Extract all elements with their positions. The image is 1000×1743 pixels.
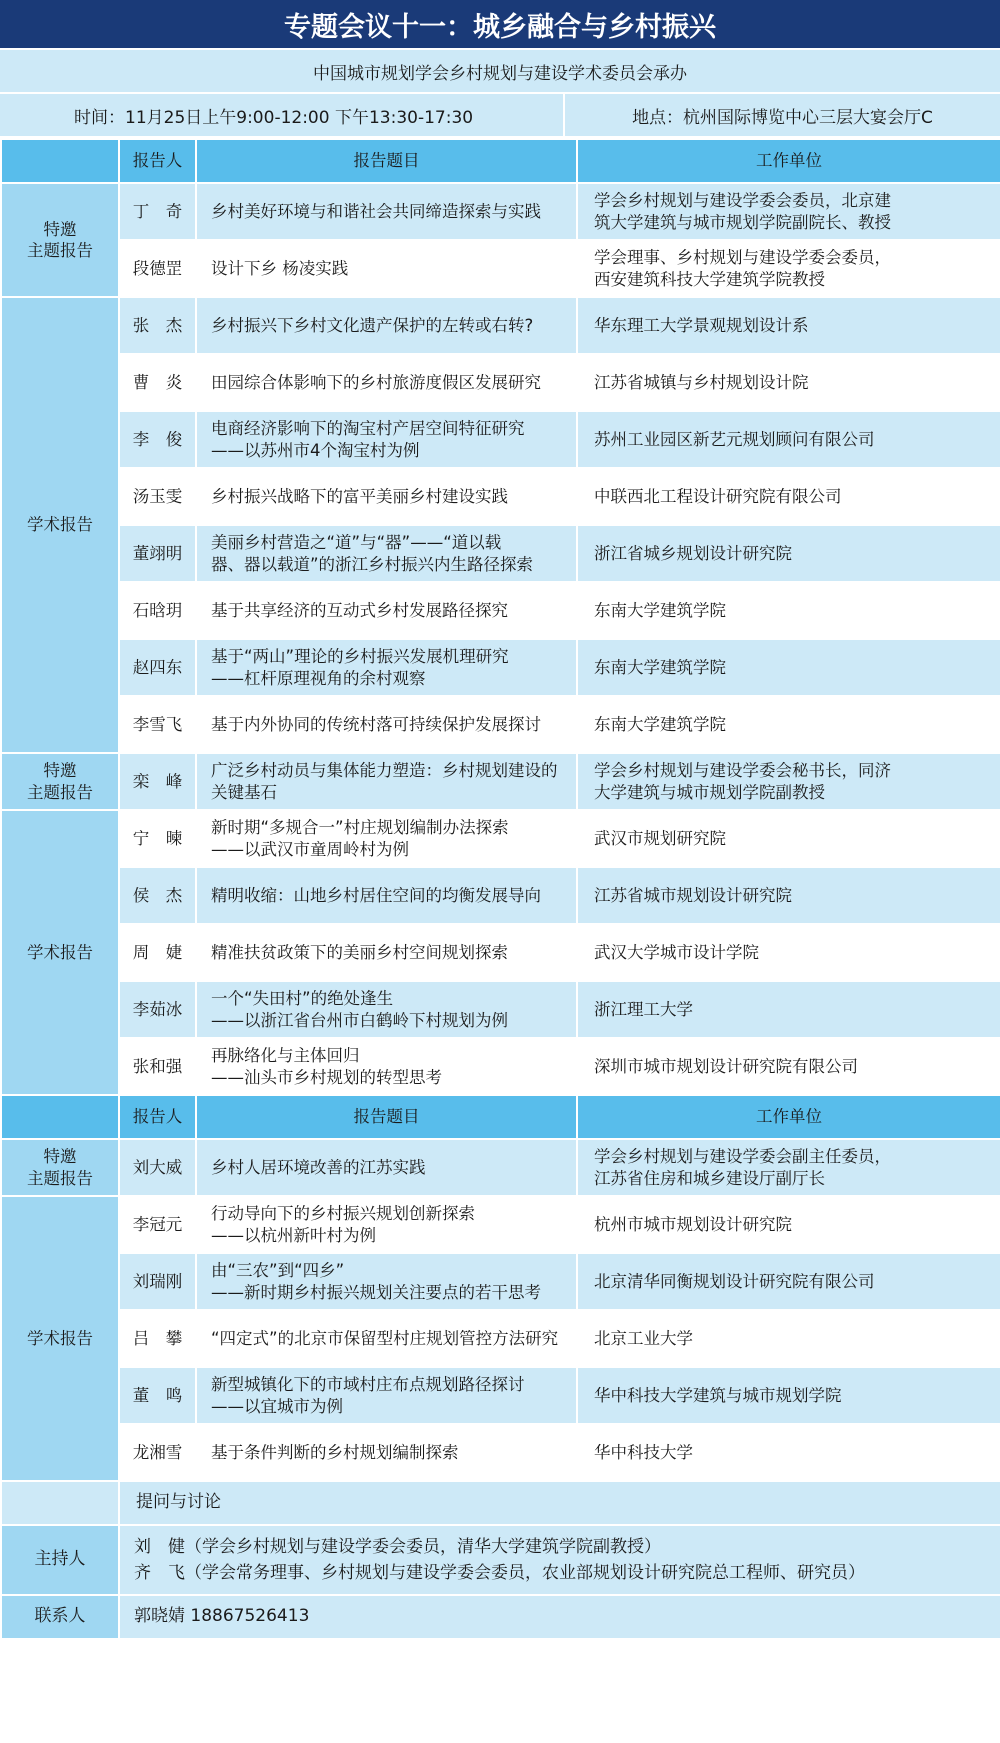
work-unit <box>577 411 1000 468</box>
work-unit <box>577 810 1000 867</box>
unit-line: 中联西北工程设计研究院有限公司 <box>594 486 842 506</box>
topic-line: 乡村美好环境与和谐社会共同缔造探索与实践 <box>211 201 541 221</box>
topic-line: 美丽乡村营造之“道”与“器”——“道以载 <box>211 533 502 553</box>
report-topic <box>196 468 577 525</box>
table-row <box>1 297 1000 354</box>
contact-row <box>1 1595 1000 1639</box>
topic-line: ——以苏州市4个淘宝村为例 <box>211 440 420 460</box>
hosts-label: 主持人 <box>1 1525 119 1595</box>
speaker-name: 龙湘雪 <box>119 1424 196 1481</box>
speaker-name: 刘瑞刚 <box>119 1253 196 1310</box>
report-topic <box>196 411 577 468</box>
topic-line: 基于共享经济的互动式乡村发展路径探究 <box>211 600 508 620</box>
report-topic <box>196 1367 577 1424</box>
work-unit <box>577 468 1000 525</box>
session-category: 学术报告 <box>1 810 119 1095</box>
closing-section <box>1 1481 1000 1639</box>
report-topic <box>196 354 577 411</box>
topic-line: 由“三农”到“四乡” <box>211 1261 345 1281</box>
speaker-name: 董 鸣 <box>119 1367 196 1424</box>
work-unit <box>577 1038 1000 1095</box>
session-category: 学术报告 <box>1 297 119 753</box>
table-row <box>1 1424 1000 1481</box>
table-row <box>1 1253 1000 1310</box>
discussion-row <box>1 1481 1000 1525</box>
report-topic <box>196 183 577 240</box>
topic-line: ——以武汉市童周岭村为例 <box>211 839 409 859</box>
speaker-name: 吕 攀 <box>119 1310 196 1367</box>
unit-line: 筑大学建筑与城市规划学院副院长、教授 <box>594 212 891 232</box>
unit-line: 浙江省城乡规划设计研究院 <box>594 543 792 563</box>
topic-line: 乡村人居环境改善的江苏实践 <box>211 1157 426 1177</box>
header-blank <box>1 139 119 183</box>
work-unit <box>577 639 1000 696</box>
session-time: 时间：11月25日上午9:00-12:00 下午13:30-17:30 <box>0 94 565 136</box>
work-unit <box>577 1139 1000 1196</box>
contact-label: 联系人 <box>1 1595 119 1639</box>
topic-line: 乡村振兴战略下的富平美丽乡村建设实践 <box>211 486 508 506</box>
speaker-name: 李冠元 <box>119 1196 196 1253</box>
header-unit: 工作单位 <box>577 1095 1000 1139</box>
unit-line: 华中科技大学 <box>594 1442 693 1462</box>
table-row <box>1 639 1000 696</box>
topic-line: 乡村振兴下乡村文化遗产保护的左转或右转? <box>211 315 534 335</box>
topic-line: 新型城镇化下的市域村庄布点规划路径探讨 <box>211 1375 525 1395</box>
table-row <box>1 810 1000 867</box>
organizer-line: 中国城市规划学会乡村规划与建设学术委员会承办 <box>0 50 1000 94</box>
report-topic <box>196 525 577 582</box>
page-title: 专题会议十一：城乡融合与乡村振兴 <box>0 0 1000 50</box>
unit-line: 华中科技大学建筑与城市规划学院 <box>594 1385 842 1405</box>
topic-line: 电商经济影响下的淘宝村产居空间特征研究 <box>211 419 525 439</box>
speaker-name: 赵四东 <box>119 639 196 696</box>
table-row <box>1 411 1000 468</box>
topic-line: 基于内外协同的传统村落可持续保护发展探讨 <box>211 714 541 734</box>
session-category: 特邀 主题报告 <box>1 753 119 810</box>
table-row <box>1 1367 1000 1424</box>
topic-line: 再脉络化与主体回归 <box>211 1046 360 1066</box>
header-blank <box>1 1095 119 1139</box>
report-topic <box>196 810 577 867</box>
speaker-name: 张和强 <box>119 1038 196 1095</box>
hosts-row <box>1 1525 1000 1595</box>
topic-line: 行动导向下的乡村振兴规划创新探索 <box>211 1204 475 1224</box>
speaker-name: 栾 峰 <box>119 753 196 810</box>
table-row <box>1 525 1000 582</box>
report-topic <box>196 696 577 753</box>
unit-line: 学会乡村规划与建设学委会秘书长，同济 <box>594 761 891 781</box>
unit-line: 武汉大学城市设计学院 <box>594 942 759 962</box>
unit-line: 江苏省城市规划设计研究院 <box>594 885 792 905</box>
unit-line: 浙江理工大学 <box>594 999 693 1019</box>
table-row <box>1 582 1000 639</box>
topic-line: 精明收缩：山地乡村居住空间的均衡发展导向 <box>211 885 541 905</box>
work-unit <box>577 297 1000 354</box>
time-place-row <box>0 94 1000 138</box>
report-topic <box>196 1038 577 1095</box>
topic-line: 精准扶贫政策下的美丽乡村空间规划探索 <box>211 942 508 962</box>
report-topic <box>196 981 577 1038</box>
contact-value: 郭晓婧 18867526413 <box>119 1595 1000 1639</box>
work-unit <box>577 867 1000 924</box>
work-unit <box>577 981 1000 1038</box>
work-unit <box>577 240 1000 297</box>
table-row <box>1 240 1000 297</box>
speaker-name: 董翊明 <box>119 525 196 582</box>
work-unit <box>577 354 1000 411</box>
table-row <box>1 468 1000 525</box>
unit-line: 大学建筑与城市规划学院副教授 <box>594 782 825 802</box>
host-line: 齐 飞（学会常务理事、乡村规划与建设学委会委员，农业部规划设计研究院总工程师、研究员） <box>134 1563 865 1583</box>
table-row <box>1 1196 1000 1253</box>
speaker-name: 李雪飞 <box>119 696 196 753</box>
topic-line: 基于条件判断的乡村规划编制探索 <box>211 1442 459 1462</box>
unit-line: 西安建筑科技大学建筑学院教授 <box>594 269 825 289</box>
unit-line: 江苏省城镇与乡村规划设计院 <box>594 372 809 392</box>
topic-line: 器、器以载道”的浙江乡村振兴内生路径探索 <box>211 554 534 574</box>
work-unit <box>577 1310 1000 1367</box>
report-topic <box>196 240 577 297</box>
table-row <box>1 696 1000 753</box>
header-topic: 报告题目 <box>196 139 577 183</box>
topic-line: 关键基石 <box>211 782 277 802</box>
work-unit <box>577 582 1000 639</box>
work-unit <box>577 1196 1000 1253</box>
report-topic <box>196 1253 577 1310</box>
topic-line: 基于“两山”理论的乡村振兴发展机理研究 <box>211 647 509 667</box>
morning-sessions <box>1 139 1000 1095</box>
speaker-name: 侯 杰 <box>119 867 196 924</box>
table-row <box>1 924 1000 981</box>
topic-line: 一个“失田村”的绝处逢生 <box>211 989 394 1009</box>
speaker-name: 刘大威 <box>119 1139 196 1196</box>
report-topic <box>196 1424 577 1481</box>
topic-line: 新时期“多规合一”村庄规划编制办法探索 <box>211 818 509 838</box>
speaker-name: 石晗玥 <box>119 582 196 639</box>
speaker-name: 汤玉雯 <box>119 468 196 525</box>
unit-line: 学会乡村规划与建设学委会副主任委员， <box>594 1147 891 1167</box>
report-topic <box>196 639 577 696</box>
unit-line: 深圳市城市规划设计研究院有限公司 <box>594 1056 858 1076</box>
report-topic <box>196 582 577 639</box>
unit-line: 东南大学建筑学院 <box>594 714 726 734</box>
discussion-label: 提问与讨论 <box>119 1481 1000 1525</box>
topic-line: 设计下乡 杨凌实践 <box>211 258 349 278</box>
work-unit <box>577 1367 1000 1424</box>
unit-line: 北京清华同衡规划设计研究院有限公司 <box>594 1271 875 1291</box>
unit-line: 苏州工业园区新艺元规划顾问有限公司 <box>594 429 875 449</box>
speaker-name: 李茹冰 <box>119 981 196 1038</box>
unit-line: 东南大学建筑学院 <box>594 600 726 620</box>
speaker-name: 段德罡 <box>119 240 196 297</box>
unit-line: 武汉市规划研究院 <box>594 828 726 848</box>
report-topic <box>196 753 577 810</box>
session-category: 特邀 主题报告 <box>1 1139 119 1196</box>
topic-line: ——汕头市乡村规划的转型思考 <box>211 1067 442 1087</box>
report-topic <box>196 924 577 981</box>
work-unit <box>577 753 1000 810</box>
table-row <box>1 183 1000 240</box>
topic-line: ——以宜城市为例 <box>211 1396 343 1416</box>
speaker-name: 张 杰 <box>119 297 196 354</box>
topic-line: 广泛乡村动员与集体能力塑造：乡村规划建设的 <box>211 761 558 781</box>
speaker-name: 曹 炎 <box>119 354 196 411</box>
afternoon-sessions <box>1 1095 1000 1481</box>
topic-line: “四定式”的北京市保留型村庄规划管控方法研究 <box>211 1328 559 1348</box>
table-row <box>1 354 1000 411</box>
unit-line: 学会理事、乡村规划与建设学委会委员， <box>594 248 891 268</box>
header-topic: 报告题目 <box>196 1095 577 1139</box>
topic-line: ——杠杆原理视角的余村观察 <box>211 668 426 688</box>
session-category: 特邀 主题报告 <box>1 183 119 297</box>
unit-line: 华东理工大学景观规划设计系 <box>594 315 809 335</box>
work-unit <box>577 525 1000 582</box>
speaker-name: 宁 暕 <box>119 810 196 867</box>
work-unit <box>577 1253 1000 1310</box>
speaker-name: 李 俊 <box>119 411 196 468</box>
report-topic <box>196 297 577 354</box>
work-unit <box>577 924 1000 981</box>
header-speaker: 报告人 <box>119 139 196 183</box>
work-unit <box>577 1424 1000 1481</box>
unit-line: 江苏省住房和城乡建设厅副厅长 <box>594 1168 825 1188</box>
session-place: 地点：杭州国际博览中心三层大宴会厅C <box>632 107 933 128</box>
table-row <box>1 1139 1000 1196</box>
unit-line: 东南大学建筑学院 <box>594 657 726 677</box>
unit-line: 学会乡村规划与建设学委会委员，北京建 <box>594 191 891 211</box>
speaker-name: 周 婕 <box>119 924 196 981</box>
session-category: 学术报告 <box>1 1196 119 1481</box>
table-row <box>1 867 1000 924</box>
discussion-blank <box>1 1481 119 1525</box>
report-topic <box>196 867 577 924</box>
topic-line: ——以浙江省台州市白鹤岭下村规划为例 <box>211 1010 508 1030</box>
header-speaker: 报告人 <box>119 1095 196 1139</box>
table-row <box>1 981 1000 1038</box>
unit-line: 北京工业大学 <box>594 1328 693 1348</box>
table-row <box>1 1310 1000 1367</box>
schedule-table <box>0 138 1000 1640</box>
work-unit <box>577 696 1000 753</box>
table-row <box>1 753 1000 810</box>
unit-line: 杭州市城市规划设计研究院 <box>594 1214 792 1234</box>
header-unit: 工作单位 <box>577 139 1000 183</box>
report-topic <box>196 1196 577 1253</box>
topic-line: 田园综合体影响下的乡村旅游度假区发展研究 <box>211 372 541 392</box>
host-line: 刘 健（学会乡村规划与建设学委会委员，清华大学建筑学院副教授） <box>134 1536 661 1557</box>
hosts-list <box>119 1525 1000 1595</box>
topic-line: ——新时期乡村振兴规划关注要点的若干思考 <box>211 1282 541 1302</box>
report-topic <box>196 1310 577 1367</box>
speaker-name: 丁 奇 <box>119 183 196 240</box>
table-header <box>1 139 1000 183</box>
table-row <box>1 1038 1000 1095</box>
topic-line: ——以杭州新叶村为例 <box>211 1225 376 1245</box>
table-header-afternoon <box>1 1095 1000 1139</box>
work-unit <box>577 183 1000 240</box>
report-topic <box>196 1139 577 1196</box>
